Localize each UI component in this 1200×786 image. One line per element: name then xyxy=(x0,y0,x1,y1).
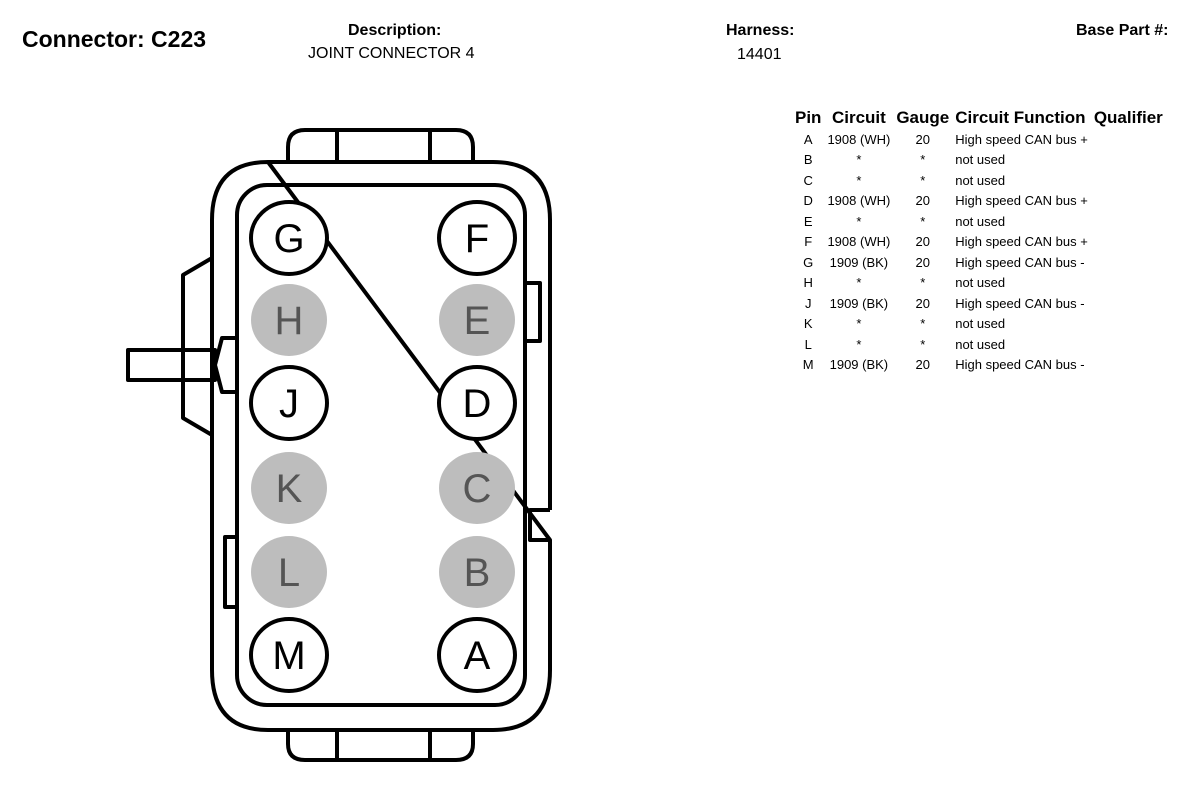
table-row xyxy=(792,273,1166,294)
pin-cell: B xyxy=(803,152,813,168)
pin-cell: C xyxy=(803,172,813,188)
pin-label: G xyxy=(273,217,305,261)
circuit-function-cell: High speed CAN bus + xyxy=(955,193,1088,209)
circuit-cell: 1908 (WH) xyxy=(827,193,891,209)
qualifier-cell xyxy=(1091,314,1166,335)
pin-m xyxy=(251,619,327,691)
pin-cell: M xyxy=(802,357,814,373)
gauge-cell: * xyxy=(920,336,926,352)
pin-label: J xyxy=(279,382,299,426)
gauge-cell: 20 xyxy=(915,295,930,311)
pin-label: B xyxy=(463,551,491,595)
table-row xyxy=(792,334,1166,355)
harness-label: Harness: xyxy=(726,22,795,39)
gauge-cell: * xyxy=(920,152,926,168)
circuit-cell: * xyxy=(856,213,862,229)
pin-d xyxy=(439,367,515,439)
pin-cell: K xyxy=(803,316,813,332)
pin-label: L xyxy=(277,551,301,595)
table-row xyxy=(792,211,1166,232)
pin-label: E xyxy=(463,299,491,343)
table-row xyxy=(792,252,1166,273)
circuit-cell: 1909 (BK) xyxy=(829,295,889,311)
circuit-function-cell: High speed CAN bus - xyxy=(955,295,1085,311)
gauge-cell: 20 xyxy=(915,234,930,250)
col-header-qualifier: Qualifier xyxy=(1093,108,1163,127)
circuit-function-cell: not used xyxy=(955,213,1006,229)
circuit-cell: * xyxy=(856,316,862,332)
gauge-cell: * xyxy=(920,316,926,332)
qualifier-cell xyxy=(1091,334,1166,355)
circuit-function-cell: not used xyxy=(955,275,1006,291)
pin-label: A xyxy=(463,634,491,678)
col-header-circuit-function: Circuit Function xyxy=(955,108,1086,127)
gauge-cell: 20 xyxy=(915,193,930,209)
qualifier-cell xyxy=(1091,293,1166,314)
pin-k xyxy=(251,452,327,524)
gauge-cell: 20 xyxy=(915,131,930,147)
table-row xyxy=(792,314,1166,335)
gauge-cell: * xyxy=(920,172,926,188)
circuit-function-cell: not used xyxy=(955,172,1006,188)
pin-j xyxy=(251,367,327,439)
circuit-cell: 1908 (WH) xyxy=(827,131,891,147)
circuit-function-cell: not used xyxy=(955,336,1006,352)
table-row xyxy=(792,293,1166,314)
description-value: JOINT CONNECTOR 4 xyxy=(308,45,475,62)
connector-title: Connector: C223 xyxy=(22,26,207,52)
pin-table xyxy=(792,108,1166,375)
circuit-function-cell: not used xyxy=(955,152,1006,168)
table-row xyxy=(792,150,1166,171)
qualifier-cell xyxy=(1091,232,1166,253)
table-row xyxy=(792,170,1166,191)
pin-h xyxy=(251,284,327,356)
table-row xyxy=(792,129,1166,150)
pins-group xyxy=(251,202,515,691)
qualifier-cell xyxy=(1091,273,1166,294)
pin-label: K xyxy=(275,467,303,511)
gauge-cell: * xyxy=(920,275,926,291)
col-header-gauge: Gauge xyxy=(896,108,950,127)
circuit-cell: * xyxy=(856,336,862,352)
pin-cell: D xyxy=(803,193,813,209)
qualifier-cell xyxy=(1091,129,1166,150)
pin-label: M xyxy=(272,634,306,678)
pin-label: F xyxy=(464,217,490,261)
pin-g xyxy=(251,202,327,274)
gauge-cell: 20 xyxy=(915,254,930,270)
table-header-row xyxy=(792,108,1166,129)
pin-b xyxy=(439,536,515,608)
pin-cell: J xyxy=(804,295,812,311)
pin-cell: H xyxy=(803,275,813,291)
base-part-label: Base Part #: xyxy=(1076,22,1169,39)
description-label: Description: xyxy=(348,22,442,39)
circuit-cell: * xyxy=(856,152,862,168)
pin-label: H xyxy=(274,299,304,343)
pin-f xyxy=(439,202,515,274)
circuit-cell: 1909 (BK) xyxy=(829,357,889,373)
qualifier-cell xyxy=(1091,191,1166,212)
pin-cell: F xyxy=(804,234,813,250)
table-row xyxy=(792,355,1166,376)
circuit-function-cell: not used xyxy=(955,316,1006,332)
pin-cell: E xyxy=(803,213,813,229)
pin-label: D xyxy=(462,382,492,426)
col-header-circuit: Circuit xyxy=(831,108,886,127)
pin-cell: A xyxy=(803,131,813,147)
circuit-cell: * xyxy=(856,172,862,188)
pin-e xyxy=(439,284,515,356)
qualifier-cell xyxy=(1091,170,1166,191)
col-header-pin: Pin xyxy=(795,108,822,127)
circuit-cell: 1908 (WH) xyxy=(827,234,891,250)
gauge-cell: * xyxy=(920,213,926,229)
qualifier-cell xyxy=(1091,252,1166,273)
circuit-function-cell: High speed CAN bus + xyxy=(955,131,1088,147)
table-row xyxy=(792,191,1166,212)
circuit-function-cell: High speed CAN bus - xyxy=(955,357,1085,373)
pin-c xyxy=(439,452,515,524)
circuit-cell: * xyxy=(856,275,862,291)
circuit-function-cell: High speed CAN bus + xyxy=(955,234,1088,250)
circuit-cell: 1909 (BK) xyxy=(829,254,889,270)
qualifier-cell xyxy=(1091,355,1166,376)
pin-label: C xyxy=(462,467,492,511)
harness-value: 14401 xyxy=(737,46,782,63)
gauge-cell: 20 xyxy=(915,357,930,373)
circuit-function-cell: High speed CAN bus - xyxy=(955,254,1085,270)
qualifier-cell xyxy=(1091,150,1166,171)
pin-cell: G xyxy=(803,254,814,270)
pin-a xyxy=(439,619,515,691)
pin-l xyxy=(251,536,327,608)
table-row xyxy=(792,232,1166,253)
qualifier-cell xyxy=(1091,211,1166,232)
pin-table-body xyxy=(792,129,1166,375)
pin-cell: L xyxy=(804,336,812,352)
